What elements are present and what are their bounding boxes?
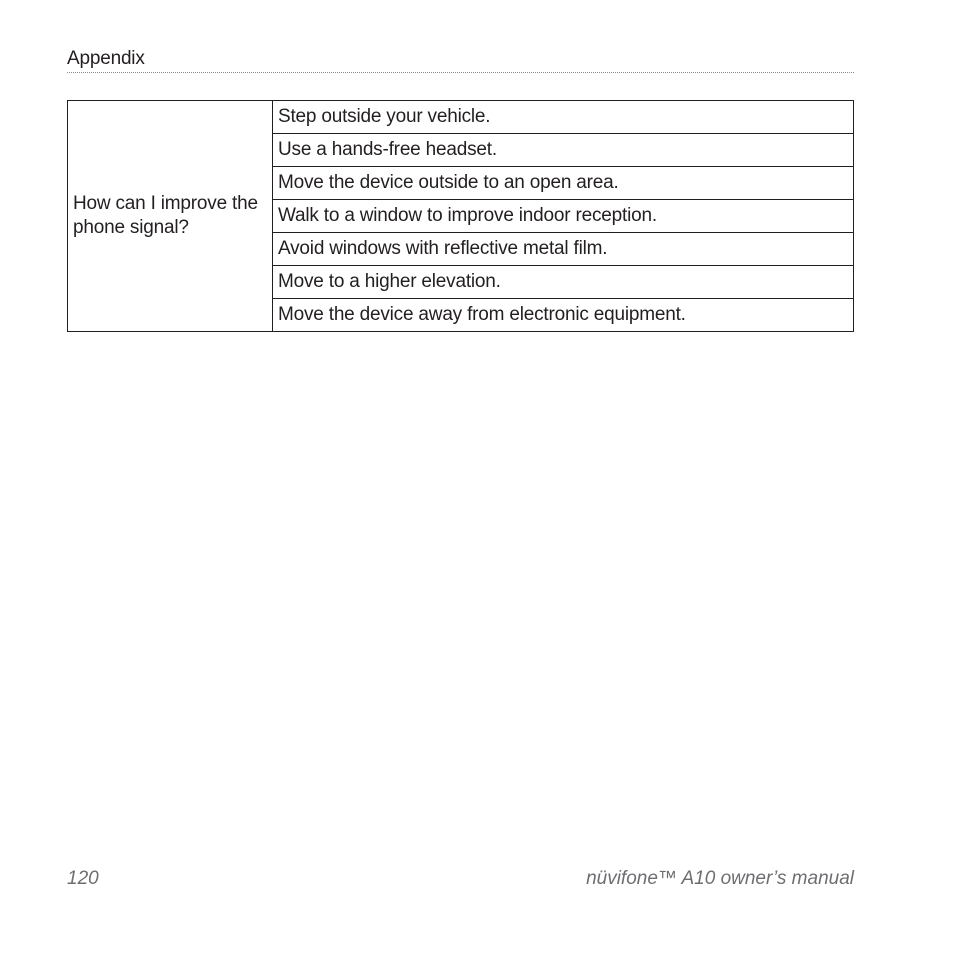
- answer-cell: Move the device away from electronic equipment.: [273, 299, 854, 332]
- header-divider: [67, 72, 854, 73]
- question-cell: How can I improve the phone signal?: [68, 101, 273, 332]
- answer-cell: Use a hands-free headset.: [273, 134, 854, 167]
- answer-cell: Walk to a window to improve indoor reception.: [273, 200, 854, 233]
- table-row: [68, 101, 854, 134]
- section-header: Appendix: [67, 48, 145, 69]
- answer-cell: Move the device outside to an open area.: [273, 167, 854, 200]
- page-number: 120: [67, 868, 99, 889]
- answer-cell: Step outside your vehicle.: [273, 101, 854, 134]
- troubleshooting-table: [67, 100, 854, 332]
- answer-cell: Avoid windows with reflective metal film.: [273, 233, 854, 266]
- manual-title: nüvifone™ A10 owner’s manual: [586, 868, 854, 889]
- answer-cell: Move to a higher elevation.: [273, 266, 854, 299]
